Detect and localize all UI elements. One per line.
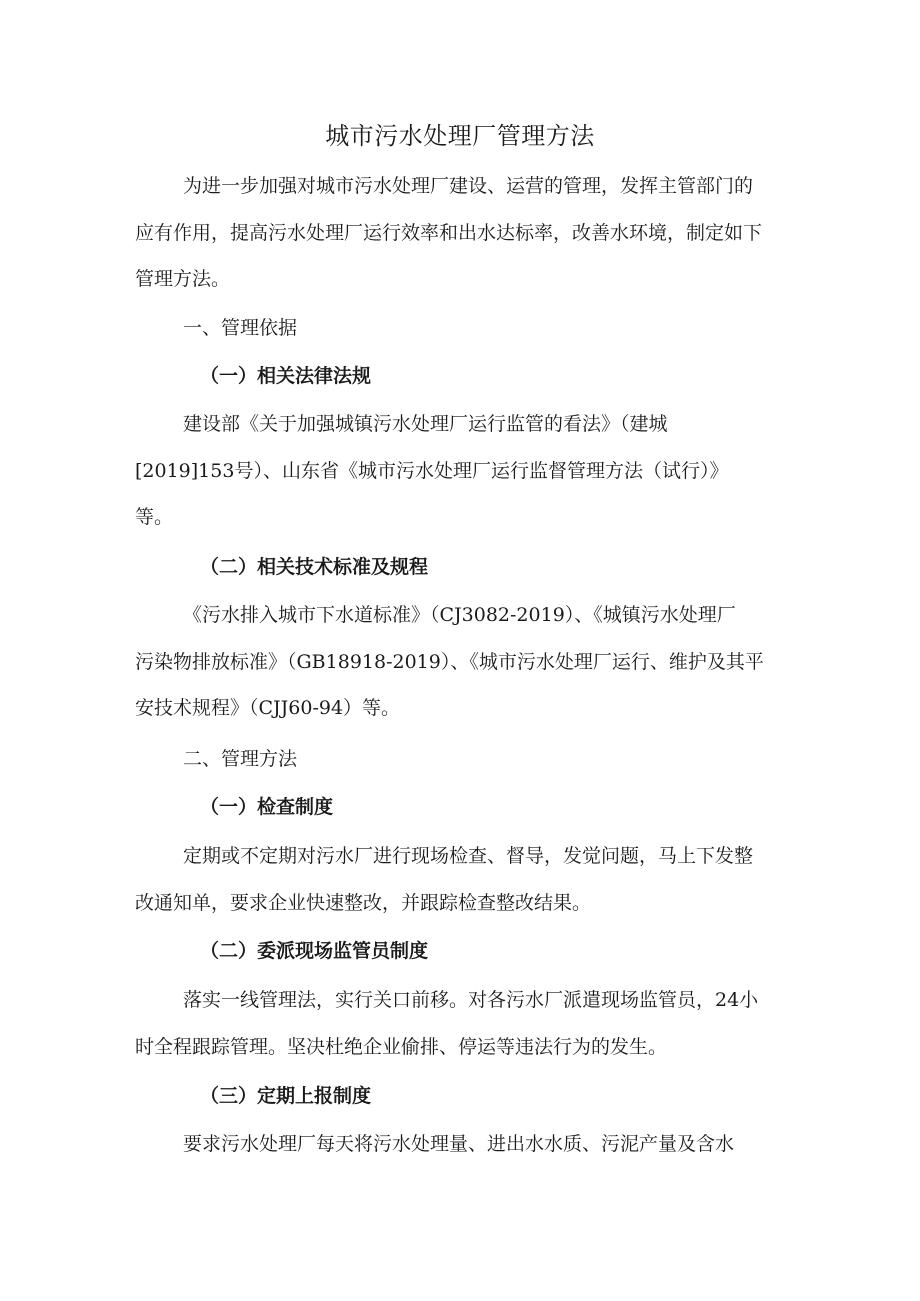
sub-heading-reporting: （三）定期上报制度: [200, 1085, 372, 1107]
paragraph-line: 管理方法。: [135, 268, 231, 290]
intro-paragraph: [135, 163, 795, 303]
section-heading-methods: 二、管理方法: [183, 748, 298, 770]
sub-heading-supervisor: （二）委派现场监管员制度: [200, 940, 429, 962]
standards-paragraph: [135, 592, 795, 732]
paragraph-line: 安技术规程》（CJJ60-94）等。: [135, 697, 401, 719]
paragraph-line: 定期或不定期对污水厂进行现场检查、督导，发觉问题，马上下发整: [183, 845, 754, 867]
paragraph-line: 为进一步加强对城市污水处理厂建设、运营的管理，发挥主管部门的: [183, 175, 754, 197]
paragraph-line: 《污水排入城市下水道标准》（CJ3082-2019）、《城镇污水处理厂: [183, 604, 736, 626]
paragraph-line: 时全程跟踪管理。坚决杜绝企业偷排、停运等违法行为的发生。: [135, 1035, 668, 1058]
sub-heading-inspection: （一）检查制度: [200, 796, 334, 818]
paragraph-line: 落实一线管理法，实行关口前移。对各污水厂派遣现场监管员，24小: [183, 989, 759, 1011]
supervisor-paragraph: [135, 977, 795, 1070]
paragraph-line: 应有作用，提高污水处理厂运行效率和出水达标率，改善水环境，制定如下: [135, 221, 763, 244]
paragraph-line: 污染物排放标准》（GB18918-2019）、《城市污水处理厂运行、维护及其平: [135, 650, 764, 673]
laws-paragraph: [135, 401, 795, 541]
paragraph-line: 建设部《关于加强城镇污水处理厂运行监管的看法》（建城: [183, 413, 668, 435]
document-title: 城市污水处理厂管理方法: [325, 122, 595, 150]
inspection-paragraph: [135, 833, 795, 926]
sub-heading-laws: （一）相关法律法规: [200, 365, 372, 387]
paragraph-line: 要求污水处理厂每天将污水处理量、进出水水质、污泥产量及含水: [183, 1133, 735, 1155]
paragraph-line: 改通知单，要求企业快速整改，并跟踪检查整改结果。: [135, 891, 592, 914]
section-heading-basis: 一、管理依据: [183, 317, 298, 339]
paragraph-line: [2019]153号）、山东省《城市污水处理厂运行监督管理方法（试行）》: [135, 459, 729, 482]
reporting-paragraph: [135, 1121, 795, 1168]
paragraph-line: 等。: [135, 506, 174, 528]
sub-heading-standards: （二）相关技术标准及规程: [200, 556, 429, 578]
